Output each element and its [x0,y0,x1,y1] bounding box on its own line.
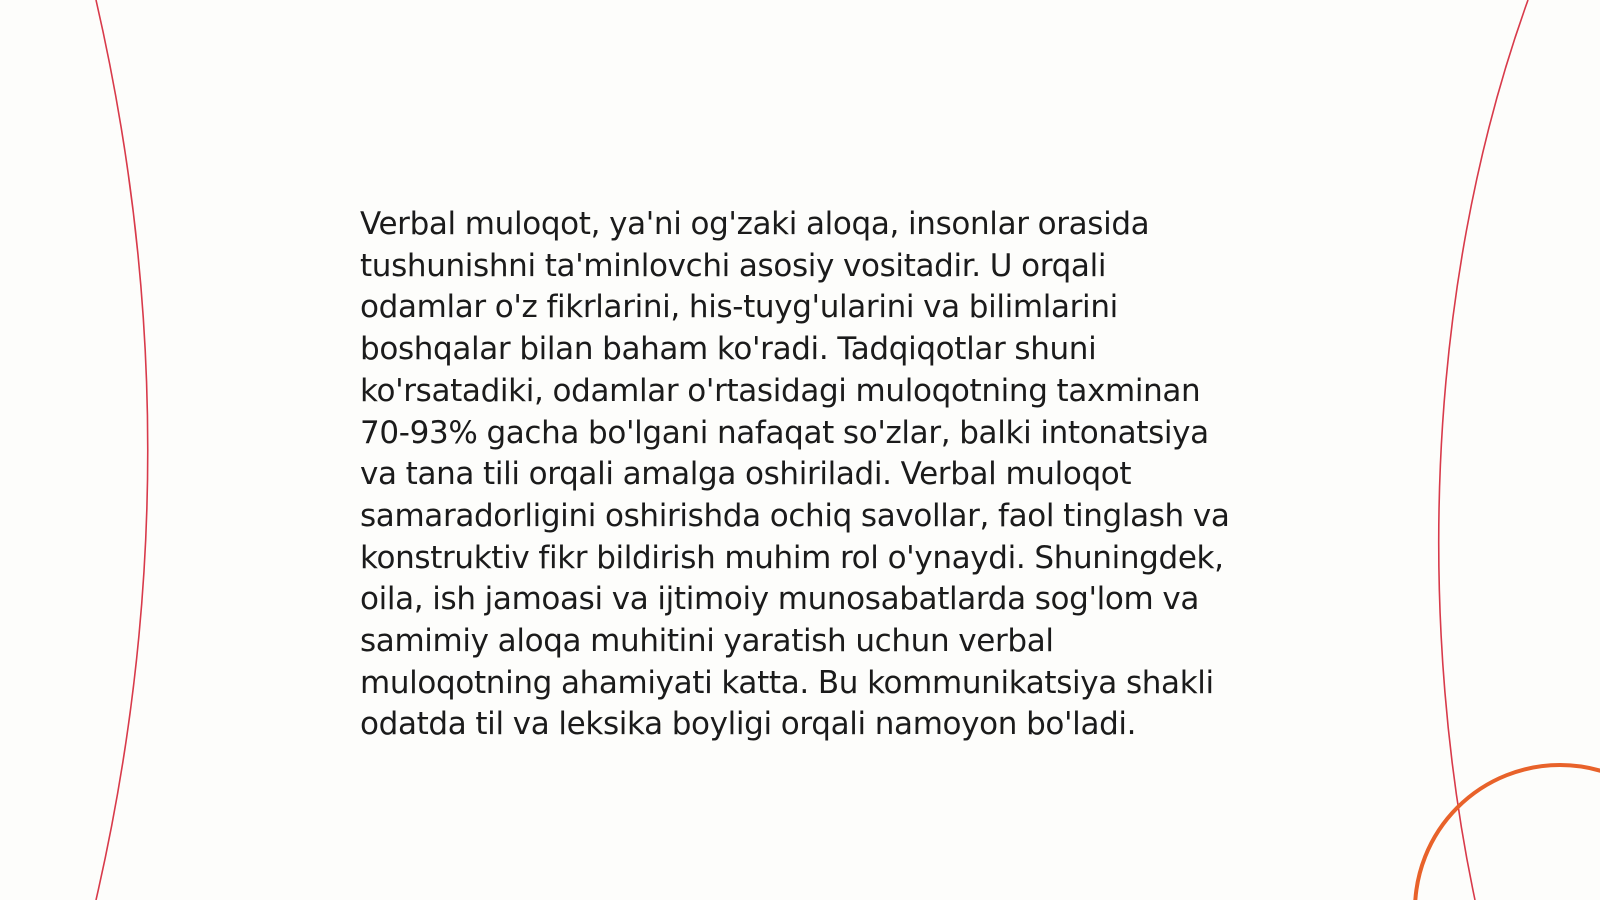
body-paragraph: Verbal muloqot, ya'ni og'zaki aloqa, insonlar orasida tushunishni ta'minlovchi asosiy vositadir. U orqali odamlar o'z fikrlarini, his-tuyg'ularini va bilimlarini boshqalar bilan baham ko'radi. Tadqiqotlar shuni ko'rsatadiki, odamlar o'rtasidagi muloqotning taxminan 70-93% gacha bo'lgani nafaqat so'zlar, balki intonatsiya va tana tili orqali amalga oshiriladi. Verbal muloqot samaradorligini oshirishda ochiq savollar, faol tinglash va konstruktiv fikr bildirish muhim rol o'ynaydi. Shuningdek, oila, ish jamoasi va ijtimoiy munosabatlarda sog'lom va samimiy aloqa muhitini yaratish uchun verbal muloqotning ahamiyati katta. Bu kommunikatsiya shakli odatda til va leksika boyligi orqali namoyon bo'ladi. [360,206,1230,743]
left-curve-line [96,0,148,900]
right-curve-line [1439,0,1528,900]
accent-circle-arc [1415,765,1600,900]
